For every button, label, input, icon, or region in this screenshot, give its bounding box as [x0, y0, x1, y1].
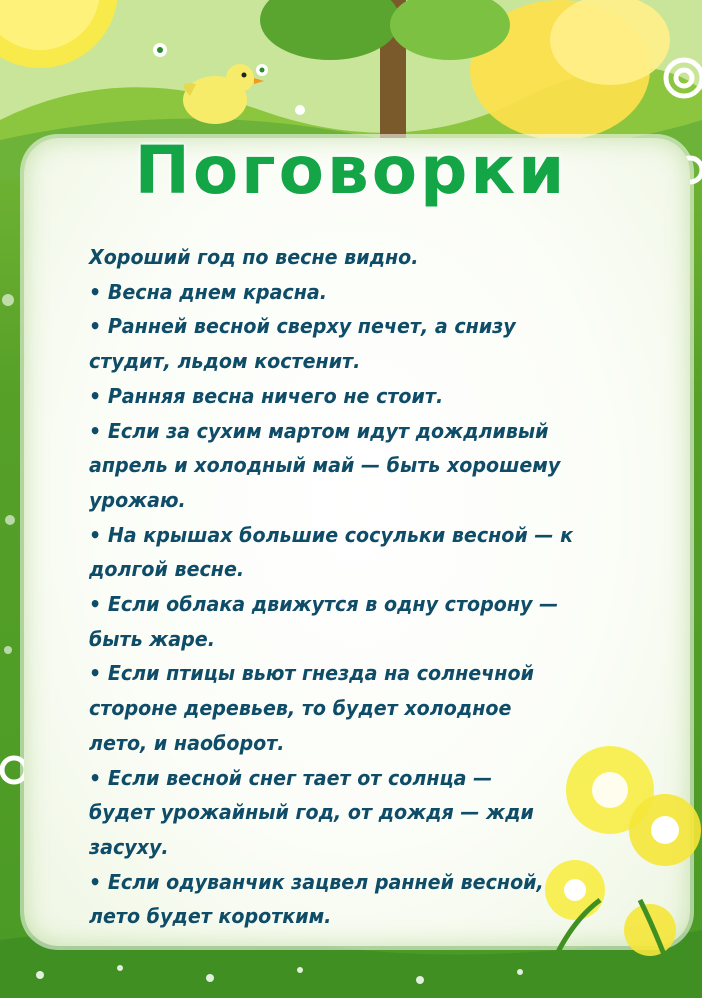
text-line: • Если одуванчик зацвел ранней весной, — [89, 869, 544, 894]
text-line: урожаю. — [89, 487, 186, 512]
text-line: будет урожайный год, от дождя — жди — [89, 800, 534, 825]
text-line: • Если весной снег тает от солнца — — [89, 765, 493, 790]
text-line: • Весна днем красна. — [89, 279, 328, 304]
text-line: • Если за сухим мартом идут дождливый — [89, 418, 549, 443]
sayings-text — [89, 240, 610, 934]
text-line: Хороший год по весне видно. — [89, 245, 419, 269]
text-line: студит, льдом костенит. — [89, 349, 361, 374]
text-line: стороне деревьев, то будет холодное — [89, 696, 512, 721]
page-title: Поговорки — [134, 132, 568, 209]
text-line: • Если облака движутся в одну сторону — — [89, 592, 559, 617]
text-line: лето будет коротким. — [89, 904, 332, 929]
text-line: лето, и наоборот. — [89, 730, 285, 755]
text-line: • Ранняя весна ничего не стоит. — [89, 383, 444, 408]
text-line: засуху. — [89, 834, 169, 859]
text-line: быть жаре. — [89, 626, 215, 651]
text-line: • На крышах большие сосульки весной — к — [89, 522, 574, 547]
text-line: апрель и холодный май — быть хорошему — [89, 453, 561, 478]
text-line: долгой весне. — [89, 557, 245, 582]
text-line: • Ранней весной сверху печет, а снизу — [89, 314, 516, 339]
text-line: • Если птицы вьют гнезда на солнечной — [89, 661, 534, 686]
